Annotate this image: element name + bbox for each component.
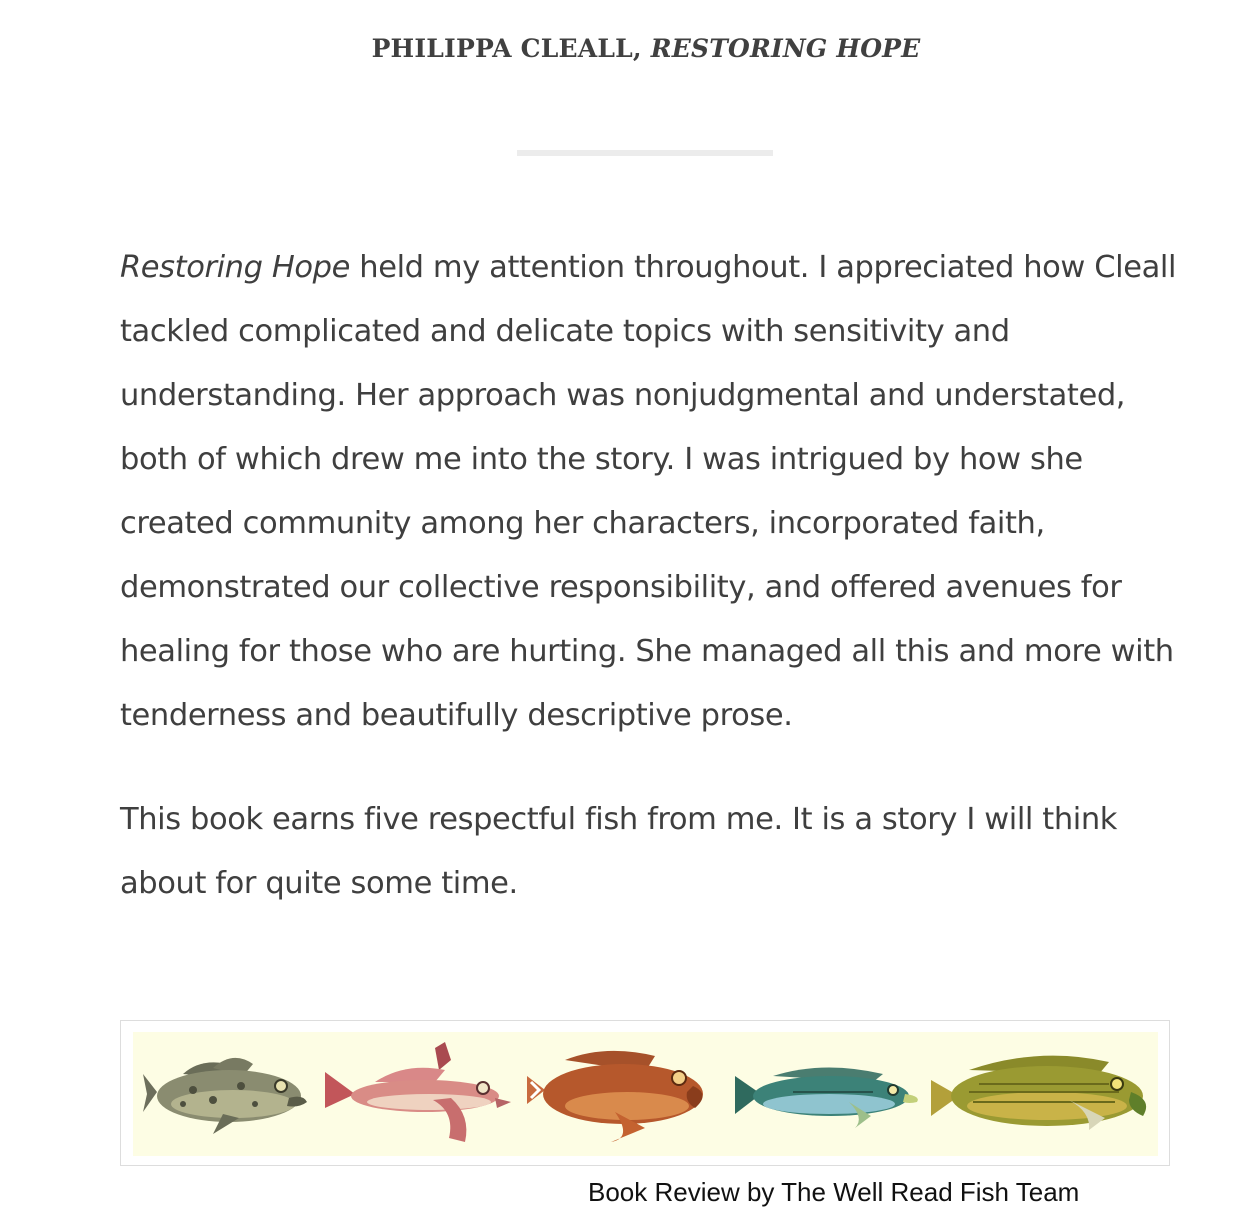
- scorpionfish-icon: [525, 1042, 711, 1146]
- book-title: RESTORING HOPE: [650, 34, 921, 63]
- wrasse-fish-icon: [733, 1056, 923, 1136]
- fish-rating-strip: [133, 1032, 1158, 1156]
- review-body: [120, 236, 1200, 916]
- divider: [517, 150, 773, 156]
- grouper-fish-icon: [143, 1048, 311, 1140]
- review-book-title: Restoring Hope: [120, 250, 350, 285]
- gurnard-fish-icon: [325, 1042, 515, 1150]
- fish-rating-banner: [120, 1020, 1170, 1166]
- review-paragraph-1-text: held my attention throughout. I appreciated how Cleall tackled complicated and delicate topics with sensitivity and understanding. Her approach was nonjudgmental and understated, both of which drew me into the story. I was intrigued by how she created community among her characters, incorporated faith, demonstrated our collective responsibility, and offered avenues for healing for those who are hurting. She managed all this and more with tenderness and beautifully descriptive prose.: [120, 250, 1177, 733]
- review-paragraph-2: This book earns five respectful fish from me. It is a story I will think about for quite some time.: [120, 802, 1118, 901]
- review-paragraph-1: [120, 236, 1200, 748]
- parrotfish-icon: [929, 1040, 1155, 1150]
- article-heading: [0, 34, 1260, 63]
- author-name: PHILIPPA CLEALL,: [371, 34, 642, 63]
- review-credit: Book Review by The Well Read Fish Team: [588, 1177, 1080, 1207]
